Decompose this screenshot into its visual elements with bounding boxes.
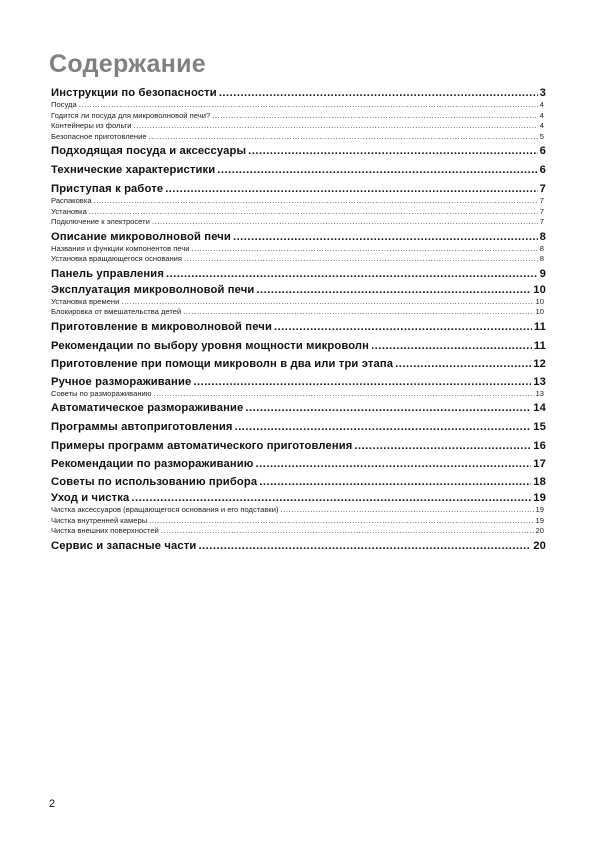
dot-leader [79, 100, 538, 111]
toc-section-entry [51, 475, 546, 489]
dot-leader [133, 121, 537, 132]
toc-subsection-entry [51, 217, 546, 228]
toc-entry-page: 10 [533, 283, 546, 296]
toc-subsection-entry [51, 254, 546, 265]
toc-section-entry [51, 539, 546, 553]
toc-entry-page: 20 [533, 539, 546, 552]
dot-leader [245, 401, 531, 415]
toc-section-entry [51, 357, 546, 371]
dot-leader [165, 182, 537, 196]
dot-leader [131, 491, 531, 505]
toc-subsection-entry [51, 516, 546, 527]
toc-subsection-entry [51, 297, 546, 308]
dot-leader [94, 196, 538, 207]
toc-subsection-entry [51, 100, 546, 111]
toc-entry-title: Подходящая посуда и аксессуары [51, 145, 247, 157]
toc-entry-page: 3 [539, 87, 546, 99]
toc-entry-page: 8 [539, 254, 544, 263]
toc-entry-title: Сервис и запасные части [51, 539, 197, 552]
dot-leader [235, 420, 532, 434]
dot-leader [217, 163, 537, 177]
dot-leader [192, 244, 538, 255]
toc-entry-title: Распаковка [51, 196, 92, 205]
toc-section-entry [51, 320, 546, 334]
toc-entry-title: Установка [51, 206, 87, 216]
toc-subsection-entry [51, 307, 546, 318]
dot-leader [212, 111, 538, 122]
dot-leader [219, 86, 538, 100]
toc-entry-page: 10 [535, 296, 544, 306]
dot-leader [281, 505, 534, 516]
toc-entry-title: Установка вращающегося основания [51, 254, 183, 263]
toc-entry-title: Блокировка от вмешательства детей [51, 307, 182, 316]
toc-section-entry [51, 491, 546, 505]
toc-entry-page: 18 [533, 476, 546, 488]
toc-entry-title: Советы по размораживанию [51, 388, 152, 398]
dot-leader [166, 267, 538, 281]
toc-entry-title: Советы по использованию прибора [51, 476, 258, 488]
toc-entry-page: 14 [533, 402, 546, 414]
toc-entry-page: 6 [539, 145, 546, 157]
toc-section-entry [51, 457, 546, 471]
toc-entry-page: 7 [539, 206, 544, 216]
toc-entry-page: 19 [535, 515, 544, 525]
toc-entry-page: 20 [535, 526, 544, 535]
toc-section-entry [51, 163, 546, 177]
toc-entry-page: 7 [539, 183, 546, 195]
toc-section-entry [51, 267, 546, 281]
dot-leader [149, 516, 533, 527]
dot-leader [89, 207, 538, 218]
toc-entry-title: Программы автоприготовления [51, 421, 233, 433]
toc-entry-title: Технические характеристики [51, 164, 216, 176]
toc-subsection-entry [51, 526, 546, 537]
table-of-contents [51, 86, 546, 553]
toc-section-entry [51, 401, 546, 415]
toc-entry-page: 15 [533, 421, 546, 433]
toc-entry-title: Чистка внутренней камеры [51, 515, 148, 525]
toc-entry-title: Установка времени [51, 296, 120, 306]
dot-leader [183, 307, 533, 318]
toc-entry-page: 9 [539, 267, 546, 280]
toc-entry-title: Названия и функции компонентов печи [51, 243, 190, 253]
toc-subsection-entry [51, 244, 546, 255]
toc-entry-title: Ручное размораживание [51, 375, 192, 388]
toc-section-entry [51, 339, 546, 353]
toc-entry-title: Примеры программ автоматического приготовления [51, 440, 353, 452]
toc-subsection-entry [51, 505, 546, 516]
toc-subsection-entry [51, 207, 546, 218]
page-title: Содержание [49, 50, 207, 78]
toc-subsection-entry [51, 111, 546, 122]
toc-entry-page: 8 [539, 243, 544, 253]
toc-subsection-entry [51, 389, 546, 400]
toc-entry-title: Посуда [51, 100, 77, 109]
toc-entry-page: 11 [533, 339, 546, 352]
toc-entry-page: 19 [535, 505, 544, 514]
toc-entry-page: 7 [539, 196, 544, 205]
dot-leader [395, 357, 531, 371]
dot-leader [149, 132, 538, 143]
toc-entry-page: 16 [533, 440, 546, 452]
toc-entry-title: Контейнеры из фольги [51, 121, 132, 130]
dot-leader [256, 283, 531, 297]
toc-entry-page: 19 [533, 492, 546, 504]
toc-subsection-entry [51, 196, 546, 207]
toc-entry-title: Чистка внешних поверхностей [51, 526, 159, 535]
toc-entry-title: Рекомендации по выбору уровня мощности микроволн [51, 339, 370, 352]
toc-subsection-entry [51, 132, 546, 143]
toc-subsection-entry [51, 121, 546, 132]
toc-entry-page: 13 [533, 375, 546, 388]
toc-entry-title: Автоматическое размораживание [51, 402, 244, 414]
toc-entry-title: Рекомендации по размораживанию [51, 458, 254, 470]
toc-entry-title: Приготовление при помощи микроволн в два или три этапа [51, 357, 394, 370]
dot-leader [259, 475, 531, 489]
toc-section-entry [51, 283, 546, 297]
toc-entry-page: 10 [535, 307, 544, 316]
dot-leader [256, 457, 532, 471]
dot-leader [233, 230, 538, 244]
toc-section-entry [51, 375, 546, 389]
dot-leader [354, 439, 531, 453]
toc-entry-page: 13 [535, 388, 544, 398]
dot-leader [248, 144, 537, 158]
toc-entry-page: 8 [539, 230, 546, 243]
toc-entry-title: Уход и чистка [51, 492, 130, 504]
toc-entry-title: Чистка аксессуаров (вращающегося основания и его подставки) [51, 505, 279, 514]
toc-entry-title: Приготовление в микроволновой печи [51, 320, 272, 333]
toc-entry-page: 5 [539, 131, 544, 141]
dot-leader [184, 254, 538, 265]
page-number: 2 [49, 798, 56, 810]
toc-section-entry [51, 420, 546, 434]
toc-entry-page: 12 [533, 357, 546, 370]
toc-section-entry [51, 230, 546, 244]
toc-entry-page: 17 [533, 458, 546, 470]
dot-leader [161, 526, 534, 537]
toc-entry-page: 4 [539, 100, 544, 109]
toc-entry-title: Приступая к работе [51, 183, 164, 195]
dot-leader [121, 297, 533, 308]
toc-entry-title: Подключение к электросети [51, 217, 150, 226]
toc-entry-title: Панель управления [51, 267, 164, 280]
toc-entry-title: Эксплуатация микроволновой печи [51, 283, 255, 296]
dot-leader [193, 375, 531, 389]
dot-leader [198, 539, 531, 553]
toc-section-entry [51, 182, 546, 196]
toc-entry-page: 11 [533, 320, 546, 333]
dot-leader [371, 339, 532, 353]
toc-entry-title: Инструкции по безопасности [51, 87, 217, 99]
toc-entry-page: 7 [539, 217, 544, 226]
toc-section-entry [51, 86, 546, 100]
dot-leader [274, 320, 532, 334]
toc-entry-page: 4 [539, 110, 544, 120]
toc-entry-title: Описание микроволновой печи [51, 230, 231, 243]
toc-section-entry [51, 439, 546, 453]
dot-leader [152, 217, 538, 228]
toc-entry-title: Годится ли посуда для микроволновой печи? [51, 110, 211, 120]
toc-section-entry [51, 144, 546, 158]
toc-entry-title: Безопасное приготовление [51, 131, 147, 141]
toc-entry-page: 6 [539, 164, 546, 176]
toc-entry-page: 4 [539, 121, 544, 130]
dot-leader [153, 389, 533, 400]
